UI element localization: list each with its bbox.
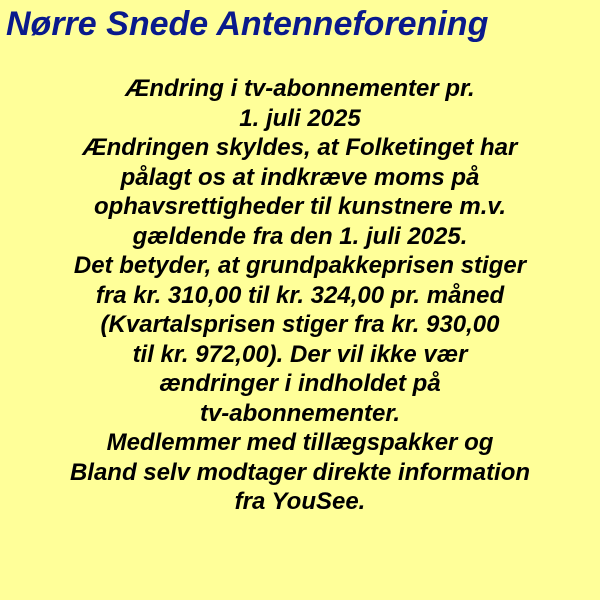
notice-line: til kr. 972,00). Der vil ikke vær	[132, 340, 468, 368]
notice-line: pålagt os at indkræve moms på	[120, 163, 480, 191]
notice-line: Bland selv modtager direkte information	[69, 458, 531, 486]
notice-line: ophavsrettigheder til kunstnere m.v.	[93, 193, 507, 220]
notice-line: ændringer i indholdet på	[159, 370, 441, 397]
notice-line: gældende fra den 1. juli 2025.	[132, 222, 468, 250]
notice-line: Ændringen skyldes, at Folketinget har	[82, 134, 518, 161]
notice-line: tv-abonnementer.	[199, 399, 401, 427]
notice-line: (Kvartalsprisen stiger fra kr. 930,00	[100, 311, 500, 338]
notice-line: fra YouSee.	[234, 488, 366, 515]
notice-line: Medlemmer med tillægspakker og	[106, 429, 494, 456]
page-title: Nørre Snede Antenneforening	[6, 5, 489, 43]
notice-line: fra kr. 310,00 til kr. 324,00 pr. måned	[95, 281, 505, 309]
notice-body	[0, 74, 600, 517]
notice-line: Det betyder, at grundpakkeprisen stiger	[73, 252, 527, 279]
notice-line: Ændring i tv-abonnementer pr.	[125, 75, 475, 102]
notice-line: 1. juli 2025	[239, 104, 361, 132]
